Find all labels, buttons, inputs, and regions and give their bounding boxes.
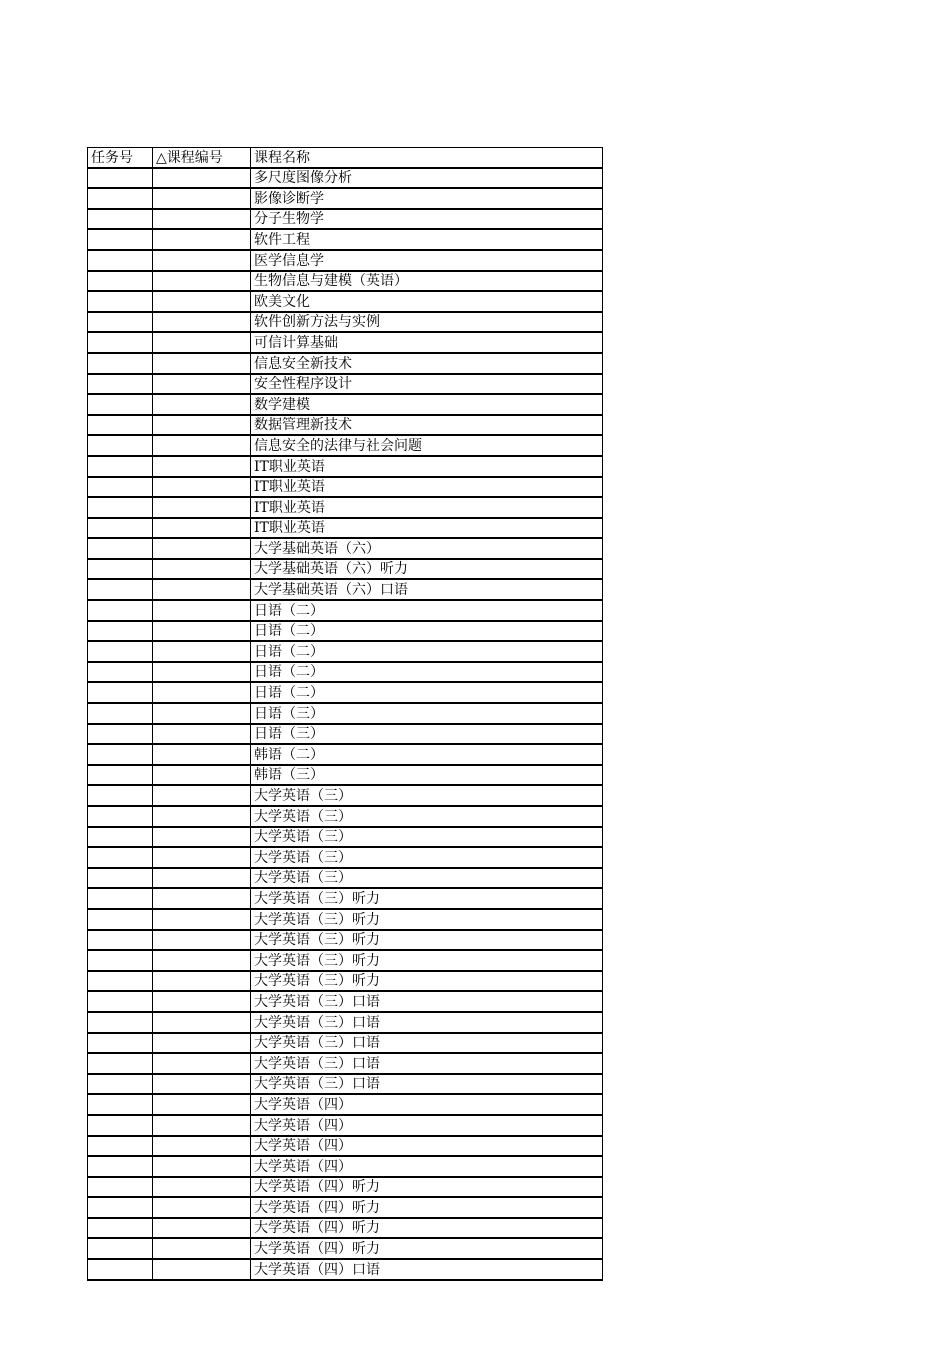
cell-course-code[interactable]: [153, 312, 251, 333]
cell-task-number[interactable]: [88, 271, 153, 292]
course-table: [87, 147, 603, 1281]
cell-course-name[interactable]: 大学英语（四）: [251, 1156, 603, 1177]
cell-course-code[interactable]: [153, 950, 251, 971]
table-row: [88, 518, 603, 539]
table-row: [88, 600, 603, 621]
cell-course-name[interactable]: 大学英语（四）: [251, 1094, 603, 1115]
table-row: [88, 1094, 603, 1115]
table-row: [88, 415, 603, 436]
cell-task-number[interactable]: [88, 188, 153, 209]
cell-course-code[interactable]: [153, 1238, 251, 1259]
cell-task-number[interactable]: [88, 1033, 153, 1054]
cell-course-name[interactable]: 数据管理新技术: [251, 415, 603, 436]
table-row: [88, 579, 603, 600]
cell-course-code[interactable]: [153, 682, 251, 703]
cell-course-name[interactable]: 日语（二）: [251, 621, 603, 642]
cell-course-name[interactable]: 大学英语（三）口语: [251, 1074, 603, 1095]
cell-task-number[interactable]: [88, 415, 153, 436]
cell-task-number[interactable]: [88, 724, 153, 745]
cell-task-number[interactable]: [88, 600, 153, 621]
cell-course-code[interactable]: [153, 477, 251, 498]
table-row: [88, 1238, 603, 1259]
table-row: [88, 806, 603, 827]
table-row: [88, 374, 603, 395]
table-row: [88, 435, 603, 456]
table-row: [88, 621, 603, 642]
cell-task-number[interactable]: [88, 682, 153, 703]
cell-course-code[interactable]: [153, 806, 251, 827]
table-row: [88, 1115, 603, 1136]
cell-course-code[interactable]: [153, 1218, 251, 1239]
cell-task-number[interactable]: [88, 1197, 153, 1218]
cell-course-name[interactable]: 大学英语（三）: [251, 785, 603, 806]
cell-course-name[interactable]: 信息安全新技术: [251, 353, 603, 374]
table-row: [88, 785, 603, 806]
cell-course-code[interactable]: [153, 827, 251, 848]
cell-task-number[interactable]: [88, 1053, 153, 1074]
cell-task-number[interactable]: [88, 497, 153, 518]
cell-course-code[interactable]: [153, 435, 251, 456]
cell-course-name[interactable]: 日语（三）: [251, 724, 603, 745]
cell-course-name[interactable]: 大学英语（三）: [251, 827, 603, 848]
cell-course-name[interactable]: 韩语（二）: [251, 744, 603, 765]
header-task-number[interactable]: 任务号: [88, 148, 153, 168]
cell-task-number[interactable]: [88, 353, 153, 374]
cell-course-name[interactable]: 大学英语（三）: [251, 868, 603, 889]
table-row: [88, 250, 603, 271]
cell-course-name[interactable]: 大学英语（三）口语: [251, 1053, 603, 1074]
cell-course-name[interactable]: 大学英语（四）听力: [251, 1197, 603, 1218]
cell-course-code[interactable]: [153, 497, 251, 518]
table-row: [88, 991, 603, 1012]
cell-course-name[interactable]: 日语（二）: [251, 600, 603, 621]
cell-course-code[interactable]: [153, 1136, 251, 1157]
table-row: [88, 1053, 603, 1074]
cell-course-name[interactable]: 大学英语（四）听力: [251, 1238, 603, 1259]
table-row: [88, 971, 603, 992]
cell-course-name[interactable]: 医学信息学: [251, 250, 603, 271]
table-row: [88, 1197, 603, 1218]
cell-course-code[interactable]: [153, 765, 251, 786]
cell-task-number[interactable]: [88, 168, 153, 189]
cell-course-code[interactable]: [153, 353, 251, 374]
cell-course-code[interactable]: [153, 930, 251, 951]
cell-course-code[interactable]: [153, 785, 251, 806]
cell-course-name[interactable]: 大学英语（三）: [251, 847, 603, 868]
cell-course-code[interactable]: [153, 971, 251, 992]
cell-course-name[interactable]: 信息安全的法律与社会问题: [251, 435, 603, 456]
cell-course-name[interactable]: IT职业英语: [251, 456, 603, 477]
cell-task-number[interactable]: [88, 291, 153, 312]
cell-course-name[interactable]: 大学英语（四）: [251, 1136, 603, 1157]
cell-course-name[interactable]: 大学英语（四）: [251, 1115, 603, 1136]
table-row: [88, 1259, 603, 1280]
cell-task-number[interactable]: [88, 1238, 153, 1259]
table-row: [88, 1136, 603, 1157]
table-row: [88, 868, 603, 889]
cell-task-number[interactable]: [88, 806, 153, 827]
table-row: [88, 332, 603, 353]
cell-course-name[interactable]: 大学英语（三）口语: [251, 991, 603, 1012]
cell-course-name[interactable]: 软件创新方法与实例: [251, 312, 603, 333]
header-course-name[interactable]: 课程名称: [251, 148, 603, 168]
cell-course-name[interactable]: 日语（二）: [251, 682, 603, 703]
cell-course-name[interactable]: 大学英语（三）听力: [251, 971, 603, 992]
cell-course-code[interactable]: [153, 600, 251, 621]
cell-course-name[interactable]: 数学建模: [251, 394, 603, 415]
cell-task-number[interactable]: [88, 209, 153, 230]
cell-course-name[interactable]: IT职业英语: [251, 497, 603, 518]
cell-course-name[interactable]: 影像诊断学: [251, 188, 603, 209]
table-row: [88, 641, 603, 662]
table-row: [88, 188, 603, 209]
cell-task-number[interactable]: [88, 332, 153, 353]
table-row: [88, 477, 603, 498]
cell-course-name[interactable]: 大学基础英语（六）: [251, 538, 603, 559]
cell-course-code[interactable]: [153, 518, 251, 539]
cell-task-number[interactable]: [88, 518, 153, 539]
cell-course-name[interactable]: 大学英语（三）听力: [251, 909, 603, 930]
cell-task-number[interactable]: [88, 1156, 153, 1177]
cell-course-code[interactable]: [153, 332, 251, 353]
table-row: [88, 229, 603, 250]
cell-task-number[interactable]: [88, 662, 153, 683]
cell-course-name[interactable]: 多尺度图像分析: [251, 168, 603, 189]
cell-course-code[interactable]: [153, 394, 251, 415]
cell-course-code[interactable]: [153, 579, 251, 600]
cell-course-code[interactable]: [153, 271, 251, 292]
cell-course-code[interactable]: [153, 229, 251, 250]
cell-course-name[interactable]: 大学基础英语（六）听力: [251, 559, 603, 580]
table-row: [88, 1012, 603, 1033]
table-row: [88, 456, 603, 477]
cell-course-name[interactable]: 日语（二）: [251, 641, 603, 662]
table-row: [88, 353, 603, 374]
cell-course-code[interactable]: [153, 1177, 251, 1198]
cell-course-name[interactable]: 韩语（三）: [251, 765, 603, 786]
table-row: [88, 950, 603, 971]
cell-task-number[interactable]: [88, 374, 153, 395]
cell-task-number[interactable]: [88, 435, 153, 456]
cell-course-code[interactable]: [153, 1033, 251, 1054]
table-row: [88, 703, 603, 724]
table-row: [88, 724, 603, 745]
cell-course-code[interactable]: [153, 641, 251, 662]
cell-course-code[interactable]: [153, 703, 251, 724]
table-row: [88, 827, 603, 848]
cell-course-code[interactable]: [153, 1094, 251, 1115]
cell-task-number[interactable]: [88, 250, 153, 271]
table-row: [88, 209, 603, 230]
header-course-code[interactable]: △课程编号: [153, 148, 251, 168]
cell-task-number[interactable]: [88, 538, 153, 559]
cell-course-code[interactable]: [153, 538, 251, 559]
cell-course-name[interactable]: 大学英语（四）听力: [251, 1218, 603, 1239]
table-row: [88, 847, 603, 868]
cell-course-name[interactable]: 大学英语（三）听力: [251, 888, 603, 909]
cell-course-code[interactable]: [153, 209, 251, 230]
table-row: [88, 168, 603, 189]
cell-task-number[interactable]: [88, 785, 153, 806]
cell-task-number[interactable]: [88, 312, 153, 333]
cell-task-number[interactable]: [88, 1094, 153, 1115]
cell-course-name[interactable]: 欧美文化: [251, 291, 603, 312]
cell-course-code[interactable]: [153, 168, 251, 189]
cell-task-number[interactable]: [88, 1074, 153, 1095]
cell-course-code[interactable]: [153, 1115, 251, 1136]
table-row: [88, 559, 603, 580]
table-row: [88, 291, 603, 312]
cell-course-name[interactable]: 大学英语（四）听力: [251, 1177, 603, 1198]
cell-task-number[interactable]: [88, 1136, 153, 1157]
cell-course-name[interactable]: 安全性程序设计: [251, 374, 603, 395]
table-row: [88, 271, 603, 292]
cell-course-code[interactable]: [153, 188, 251, 209]
cell-course-name[interactable]: 分子生物学: [251, 209, 603, 230]
cell-task-number[interactable]: [88, 456, 153, 477]
cell-task-number[interactable]: [88, 641, 153, 662]
cell-task-number[interactable]: [88, 868, 153, 889]
cell-course-name[interactable]: IT职业英语: [251, 477, 603, 498]
cell-course-name[interactable]: 大学英语（四）口语: [251, 1259, 603, 1280]
cell-course-name[interactable]: 大学基础英语（六）口语: [251, 579, 603, 600]
cell-course-code[interactable]: [153, 1259, 251, 1280]
cell-task-number[interactable]: [88, 1218, 153, 1239]
cell-task-number[interactable]: [88, 847, 153, 868]
cell-course-code[interactable]: [153, 621, 251, 642]
table-row: [88, 765, 603, 786]
table-row: [88, 497, 603, 518]
cell-course-name[interactable]: 大学英语（三）听力: [251, 930, 603, 951]
table-row: [88, 538, 603, 559]
cell-course-name[interactable]: 软件工程: [251, 229, 603, 250]
cell-course-code[interactable]: [153, 374, 251, 395]
cell-task-number[interactable]: [88, 971, 153, 992]
header-row: [88, 148, 603, 168]
cell-task-number[interactable]: [88, 1012, 153, 1033]
table-row: [88, 312, 603, 333]
cell-course-code[interactable]: [153, 888, 251, 909]
cell-course-code[interactable]: [153, 847, 251, 868]
cell-course-code[interactable]: [153, 250, 251, 271]
cell-course-code[interactable]: [153, 991, 251, 1012]
cell-task-number[interactable]: [88, 888, 153, 909]
table-body: [88, 168, 603, 1280]
cell-task-number[interactable]: [88, 1115, 153, 1136]
table-row: [88, 930, 603, 951]
cell-course-code[interactable]: [153, 559, 251, 580]
cell-course-name[interactable]: IT职业英语: [251, 518, 603, 539]
cell-task-number[interactable]: [88, 1259, 153, 1280]
cell-course-code[interactable]: [153, 1053, 251, 1074]
cell-course-code[interactable]: [153, 662, 251, 683]
cell-course-name[interactable]: 大学英语（三）听力: [251, 950, 603, 971]
cell-course-code[interactable]: [153, 415, 251, 436]
table-row: [88, 1074, 603, 1095]
cell-task-number[interactable]: [88, 229, 153, 250]
cell-course-code[interactable]: [153, 1156, 251, 1177]
cell-course-name[interactable]: 日语（二）: [251, 662, 603, 683]
cell-course-code[interactable]: [153, 1197, 251, 1218]
table-row: [88, 1156, 603, 1177]
cell-course-name[interactable]: 可信计算基础: [251, 332, 603, 353]
cell-task-number[interactable]: [88, 703, 153, 724]
table-row: [88, 1218, 603, 1239]
cell-course-code[interactable]: [153, 291, 251, 312]
cell-course-code[interactable]: [153, 744, 251, 765]
cell-task-number[interactable]: [88, 1177, 153, 1198]
cell-course-name[interactable]: 大学英语（三）口语: [251, 1012, 603, 1033]
table-row: [88, 662, 603, 683]
cell-task-number[interactable]: [88, 909, 153, 930]
cell-course-code[interactable]: [153, 909, 251, 930]
cell-task-number[interactable]: [88, 950, 153, 971]
cell-task-number[interactable]: [88, 621, 153, 642]
cell-task-number[interactable]: [88, 930, 153, 951]
cell-course-name[interactable]: 大学英语（三）: [251, 806, 603, 827]
table-row: [88, 394, 603, 415]
table-row: [88, 682, 603, 703]
cell-task-number[interactable]: [88, 744, 153, 765]
cell-course-code[interactable]: [153, 456, 251, 477]
cell-task-number[interactable]: [88, 765, 153, 786]
table-row: [88, 888, 603, 909]
cell-course-code[interactable]: [153, 868, 251, 889]
cell-task-number[interactable]: [88, 991, 153, 1012]
table-row: [88, 909, 603, 930]
cell-task-number[interactable]: [88, 827, 153, 848]
cell-course-code[interactable]: [153, 1012, 251, 1033]
cell-course-name[interactable]: 生物信息与建模（英语）: [251, 271, 603, 292]
cell-task-number[interactable]: [88, 559, 153, 580]
cell-course-name[interactable]: 大学英语（三）口语: [251, 1033, 603, 1054]
cell-task-number[interactable]: [88, 477, 153, 498]
table-row: [88, 1177, 603, 1198]
cell-task-number[interactable]: [88, 394, 153, 415]
cell-course-code[interactable]: [153, 1074, 251, 1095]
cell-task-number[interactable]: [88, 579, 153, 600]
cell-course-code[interactable]: [153, 724, 251, 745]
table-row: [88, 1033, 603, 1054]
cell-course-name[interactable]: 日语（三）: [251, 703, 603, 724]
table-row: [88, 744, 603, 765]
